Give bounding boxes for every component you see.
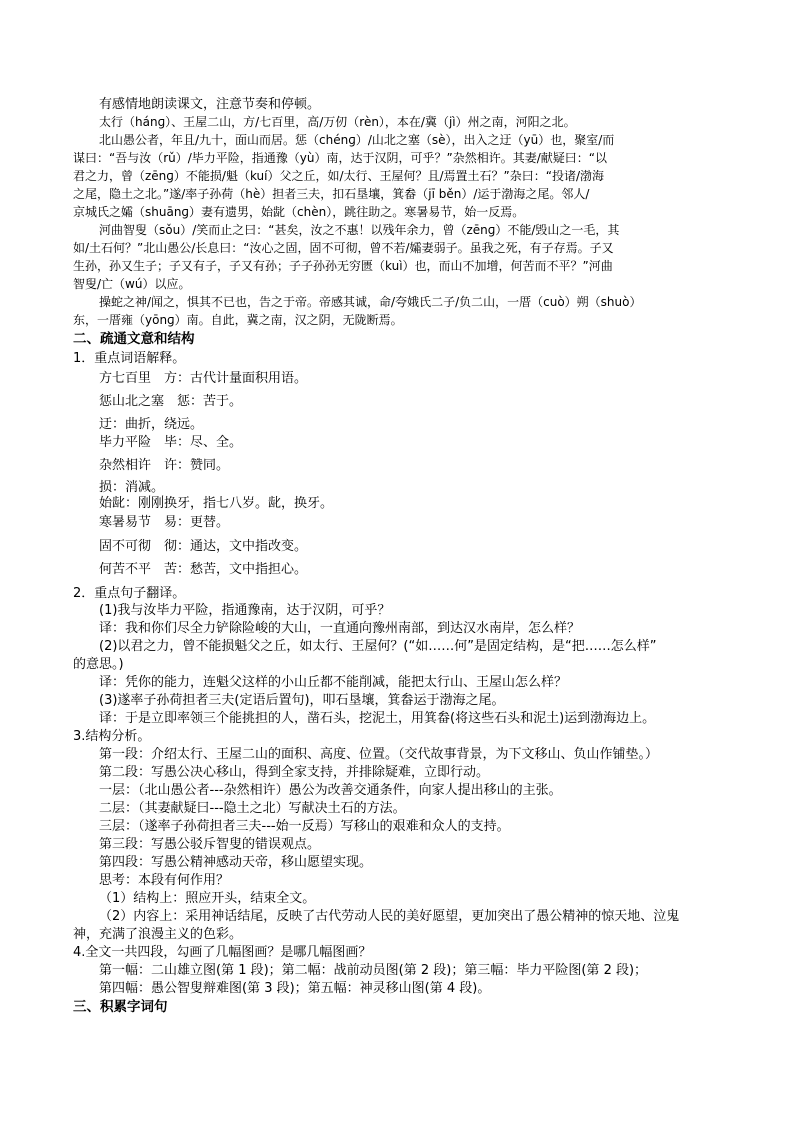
structure-line: 神，充满了浪漫主义的色彩。 <box>73 927 243 942</box>
vocab-item: 寒暑易节 易：更替。 <box>99 515 230 530</box>
text-line: 君之力，曾（zēnɡ）不能损/魁（kuí）父之丘，如/太行、王屋何？且/焉置土石？”杂曰：“投诸/渤海 <box>73 169 605 183</box>
structure-line: 三层：（遂率子孙荷担者三夫---始一反焉）写移山的艰难和众人的支持。 <box>99 819 510 834</box>
question-title: 1．重点词语解释。 <box>73 351 186 366</box>
translation-line: (2)以君之力，曾不能损魁父之丘，如太行、王屋何？(“如……何”是固定结构，是“把……怎么样” <box>99 639 657 654</box>
section-heading: 三、积累字词句 <box>73 999 168 1015</box>
vocab-item: 固不可彻 彻：通达，文中指改变。 <box>99 539 308 554</box>
text-line: 生孙，孙又生子；子又有子，子又有孙；子子孙孙无穷匮（kuì）也，而山不加增，何苦而不平？”河曲 <box>73 259 613 273</box>
translation-line: (3)遂率子孙荷担者三夫(定语后置句)，叩石垦壤，箕畚运于渤海之尾。 <box>99 693 505 708</box>
question-title: 3.结构分析。 <box>73 729 151 744</box>
pictures-line: 第四幅：愚公智叟辩难图(第 3 段)；第五幅：神灵移山图(第 4 段)。 <box>99 981 491 996</box>
translation-line: 的意思。) <box>73 657 124 672</box>
translation-line: (1)我与汝毕力平险，指通豫南，达于汉阴，可乎？ <box>99 603 391 618</box>
structure-line: 第一段：介绍太行、王屋二山的面积、高度、位置。（交代故事背景，为下文移山、负山作铺垫。） <box>99 747 659 762</box>
vocab-item: 杂然相许 许：赞同。 <box>99 458 230 473</box>
section-heading: 二、疏通文意和结构 <box>73 331 195 347</box>
question-title: 2．重点句子翻译。 <box>73 586 186 601</box>
text-line: 之尾，隐土之北。”遂/率子孙荷（hè）担者三夫，扣石垦壤，箕畚（jī běn）/运于渤海之尾。邻人/ <box>73 187 590 201</box>
text-line: 北山愚公者，年且/九十，面山而居。惩（chénɡ）/山北之塞（sè），出入之迂（yū）也，聚室/而 <box>99 133 615 147</box>
text-line: 河曲智叟（sǒu）/笑而止之曰：“甚矣，汝之不惠！以残年余力，曾（zēnɡ）不能/毁山之一毛，其 <box>99 223 620 237</box>
translation-line: 译：凭你的能力，连魁父这样的小山丘都不能削减，能把太行山、王屋山怎么样？ <box>99 675 568 690</box>
text-line: 智叟/亡（wú）以应。 <box>73 277 191 291</box>
text-line: 谋曰：“吾与汝（rǔ）/毕力平险，指通豫（yù）南，达于汉阴，可乎？”杂然相许。其妻/献疑曰：“以 <box>73 151 607 165</box>
vocab-item: 惩山北之塞 惩：苦于。 <box>99 394 243 409</box>
translation-line: 译：我和你们尽全力铲除险峻的大山，一直通向豫州南部，到达汉水南岸，怎么样？ <box>99 621 581 636</box>
vocab-item: 方七百里 方：古代计量面积用语。 <box>99 371 308 386</box>
reading-instruction: 有感情地朗读课文，注意节奏和停顿。 <box>99 97 321 112</box>
question-title: 4.全文一共四段，勾画了几幅图画？是哪几幅图画？ <box>73 945 372 960</box>
text-line: 京城氏之孀（shuānɡ）妻有遗男，始龀（chèn），跳往助之。寒暑易节，始一反焉。 <box>73 205 525 219</box>
structure-line: 第三段：写愚公驳斥智叟的错误观点。 <box>99 837 321 852</box>
structure-line: 一层：（北山愚公者---杂然相许）愚公为改善交通条件，向家人提出移山的主张。 <box>99 783 562 798</box>
text-line: 如/土石何？”北山愚公/长息曰：“汝心之固，固不可彻，曾不若/孀妻弱子。虽我之死，有子存焉。子又 <box>73 241 614 255</box>
text-line: 东，一厝雍（yōnɡ）南。自此，冀之南，汉之阴，无陇断焉。 <box>73 313 403 327</box>
vocab-item: 何苦不平 苦：愁苦，文中指担心。 <box>99 562 308 577</box>
vocab-item: 始龀：刚刚换牙，指七八岁。龀，换牙。 <box>99 496 334 511</box>
structure-line: 二层：（其妻献疑曰---隐土之北）写献决土石的方法。 <box>99 801 406 816</box>
structure-line: 思考：本段有何作用？ <box>99 873 230 888</box>
vocab-item: 损：消减。 <box>99 480 165 495</box>
structure-line: 第四段：写愚公精神感动天帝，移山愿望实现。 <box>99 855 373 870</box>
structure-line: （1）结构上：照应开头，结束全文。 <box>99 891 316 906</box>
structure-line: （2）内容上：采用神话结尾，反映了古代劳动人民的美好愿望，更加突出了愚公精神的惊天地、泣鬼 <box>99 909 680 924</box>
translation-line: 译：于是立即率领三个能挑担的人，凿石头，挖泥土，用箕畚(将这些石头和泥土)运到渤海边上。 <box>99 711 656 726</box>
vocab-item: 毕力平险 毕：尽、全。 <box>99 435 243 450</box>
pictures-line: 第一幅：二山雄立图(第 1 段)；第二幅：战前动员图(第 2 段)；第三幅：毕力平险图(第 2 段)； <box>99 963 648 978</box>
text-line: 操蛇之神/闻之，惧其不已也，告之于帝。帝感其诚，命/夸娥氏二子/负二山，一厝（cuò）朔（shuò） <box>99 295 642 309</box>
text-line: 太行（hánɡ）、王屋二山，方/七百里，高/万仞（rèn），本在/冀（jì）州之南，河阳之北。 <box>99 115 576 129</box>
vocab-item: 迂：曲折，绕远。 <box>99 417 204 432</box>
structure-line: 第二段：写愚公决心移山，得到全家支持，并排除疑难，立即行动。 <box>99 765 490 780</box>
